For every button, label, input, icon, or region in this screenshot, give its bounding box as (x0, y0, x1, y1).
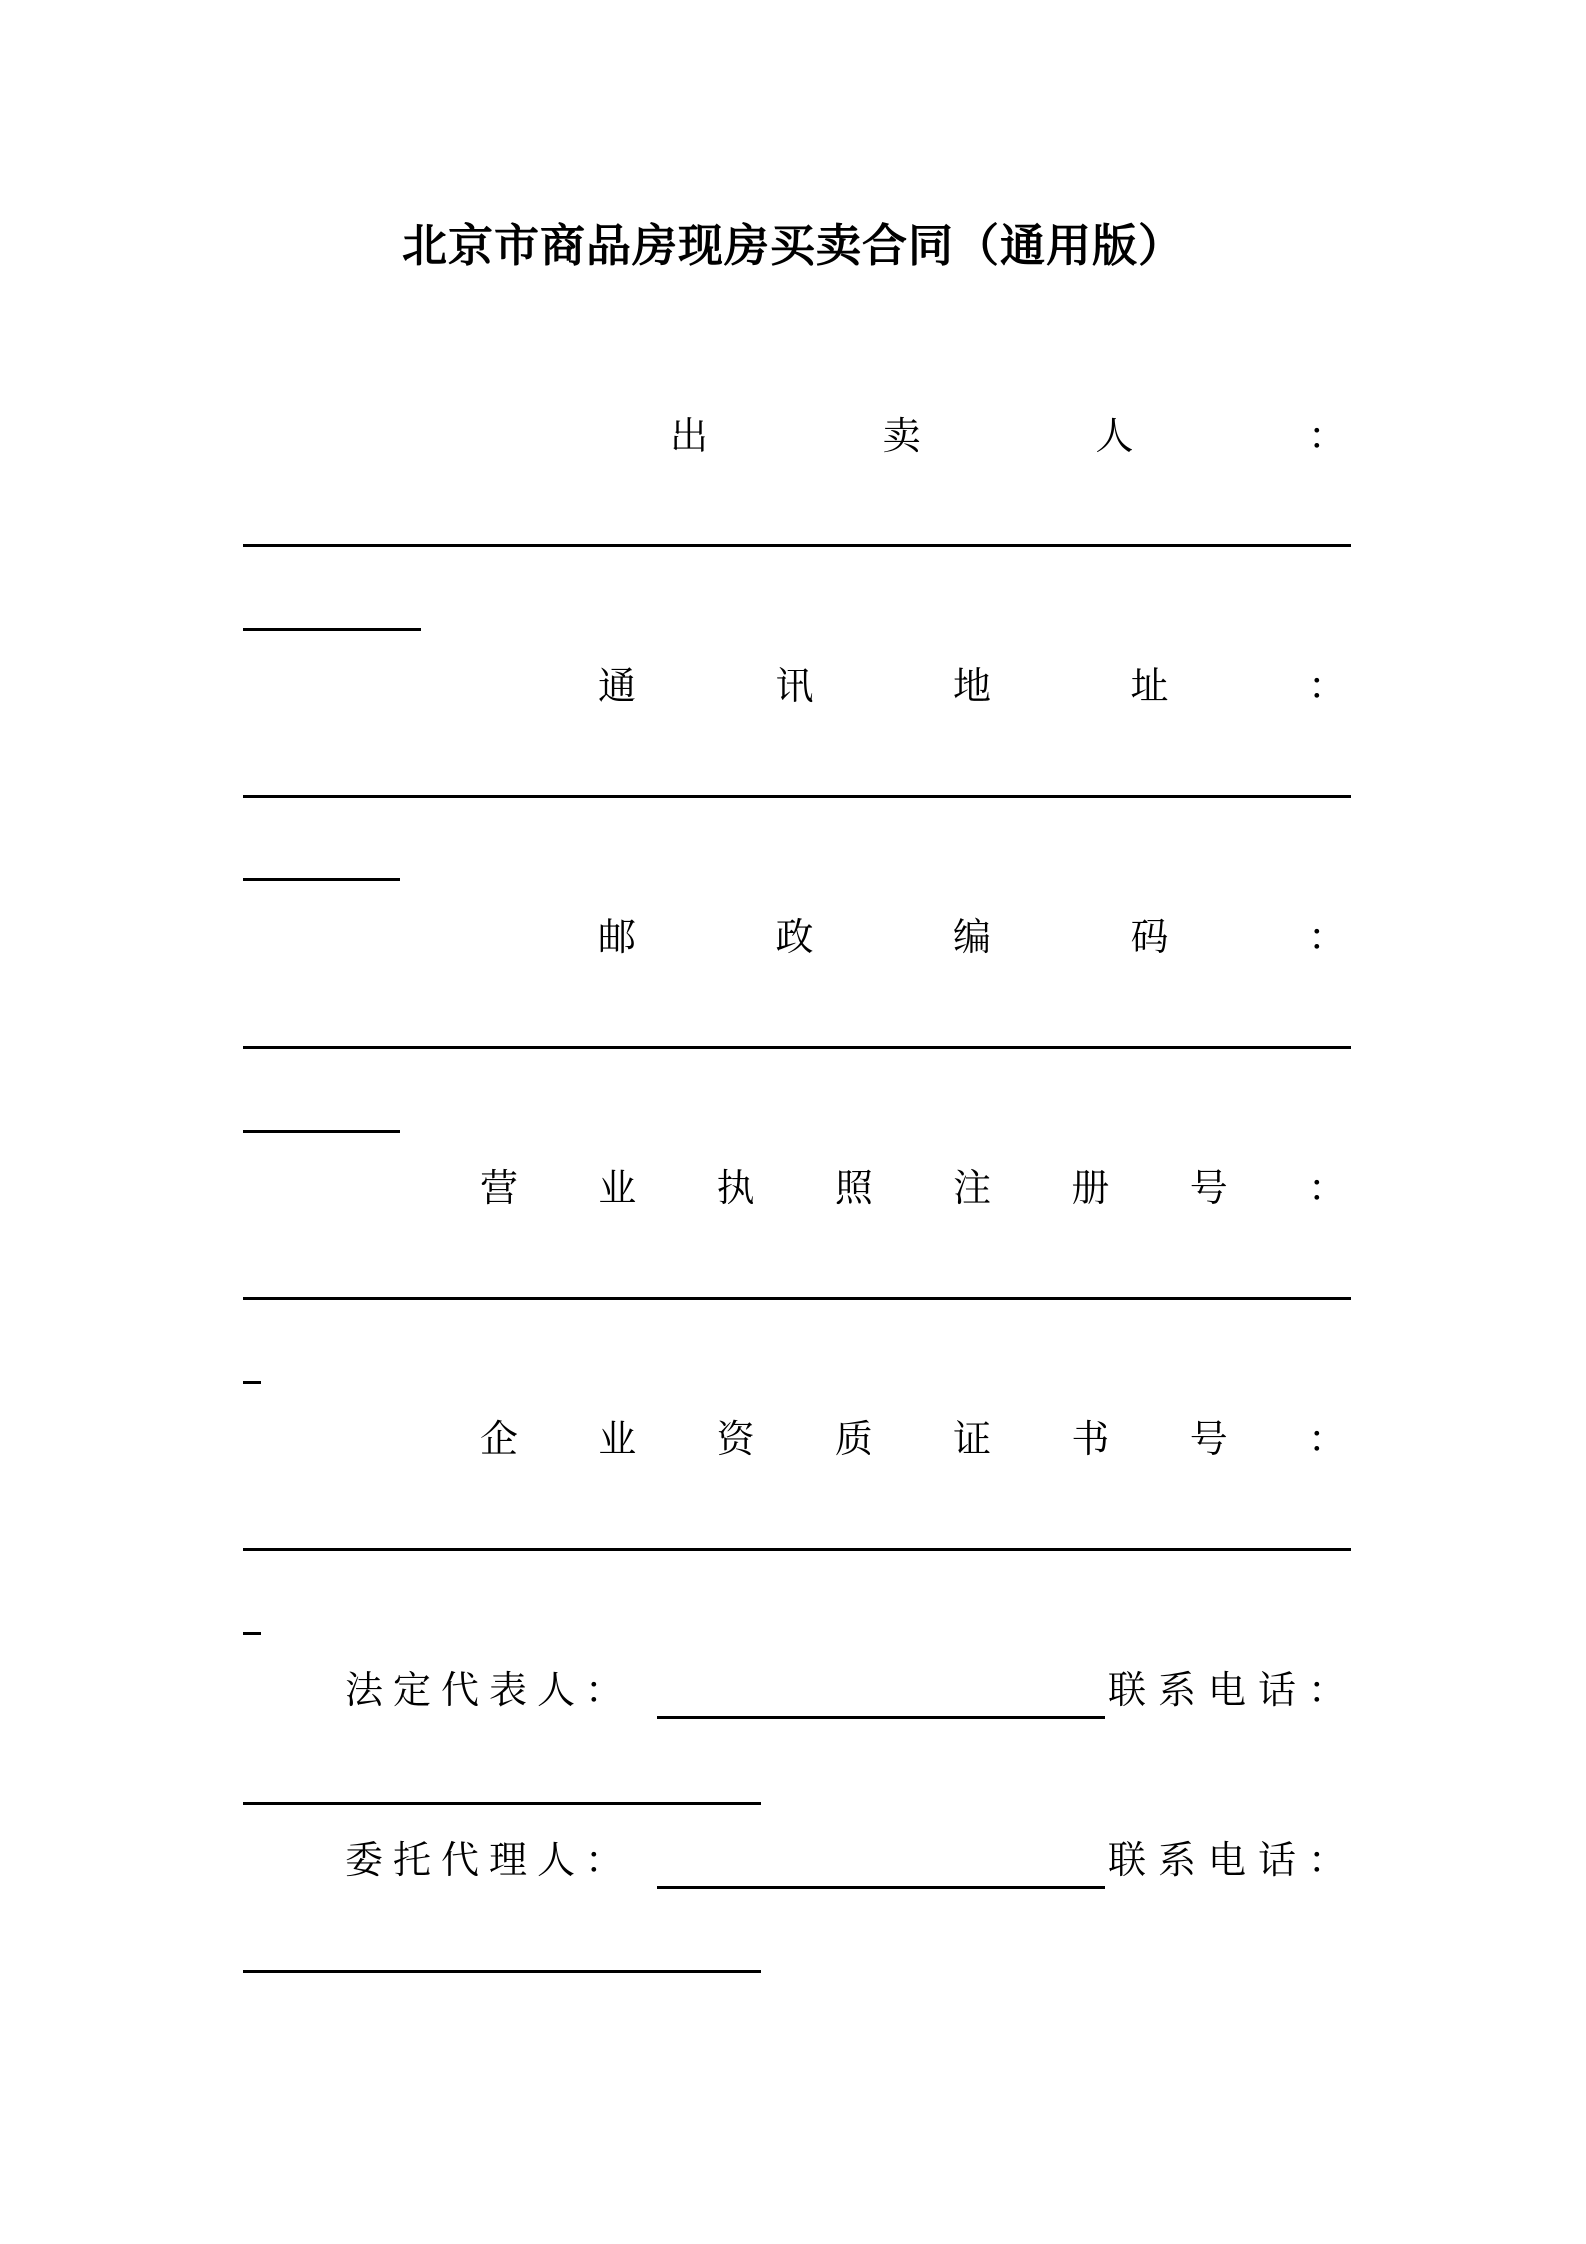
legal-rep-phone-fill-line[interactable] (243, 1802, 761, 1805)
qualification-label-char: 质 (834, 1417, 873, 1461)
seller-label (670, 410, 1346, 462)
license-label-char: 注 (953, 1166, 992, 1210)
seller-label-char: 人 (1095, 414, 1134, 458)
postcode-label-char: 邮 (598, 915, 637, 959)
postcode-label-char: 编 (952, 915, 991, 959)
qualification-label (480, 1413, 1346, 1465)
address-label-char: 地 (952, 664, 991, 708)
legal-rep-label: 法定代表人： (345, 1668, 634, 1712)
qualification-label-char: ： (1307, 1417, 1346, 1461)
address-fill-line-continued[interactable] (243, 878, 400, 881)
address-label-char: ： (1307, 664, 1346, 708)
postcode-fill-line[interactable] (243, 1046, 1351, 1049)
address-label-char: 通 (598, 664, 637, 708)
qualification-label-char: 企 (480, 1417, 519, 1461)
qualification-label-char: 号 (1189, 1417, 1228, 1461)
agent-fill-line[interactable] (657, 1886, 1105, 1889)
license-label-char: 号 (1189, 1166, 1228, 1210)
qualification-label-char: 业 (598, 1417, 637, 1461)
legal-rep-row (345, 1664, 1359, 1716)
license-label (480, 1162, 1346, 1214)
address-label (598, 660, 1346, 712)
agent-phone-label: 联系电话： (1108, 1838, 1359, 1882)
license-label-char: 照 (834, 1166, 873, 1210)
address-label-char: 址 (1130, 664, 1169, 708)
seller-label-char: ： (1307, 414, 1346, 458)
qualification-label-char: 书 (1071, 1417, 1110, 1461)
qualification-label-char: 资 (716, 1417, 755, 1461)
postcode-label-char: 码 (1130, 915, 1169, 959)
seller-fill-line[interactable] (243, 544, 1351, 547)
qualification-fill-line[interactable] (243, 1548, 1351, 1551)
postcode-fill-line-continued[interactable] (243, 1130, 400, 1133)
address-label-char: 讯 (775, 664, 814, 708)
qualification-label-char: 证 (953, 1417, 992, 1461)
seller-fill-line-continued[interactable] (243, 628, 421, 631)
seller-label-char: 出 (670, 414, 709, 458)
agent-row (345, 1834, 1359, 1886)
license-label-char: 业 (598, 1166, 637, 1210)
legal-rep-fill-line[interactable] (657, 1716, 1105, 1719)
license-label-char: 营 (480, 1166, 519, 1210)
legal-rep-phone-label: 联系电话： (1108, 1668, 1359, 1712)
agent-label: 委托代理人： (345, 1838, 634, 1882)
license-label-char: 册 (1071, 1166, 1110, 1210)
license-fill-line[interactable] (243, 1297, 1351, 1300)
postcode-label (598, 911, 1346, 963)
license-fill-line-continued[interactable] (243, 1381, 261, 1384)
agent-phone-fill-line[interactable] (243, 1970, 761, 1973)
license-label-char: 执 (716, 1166, 755, 1210)
seller-label-char: 卖 (882, 414, 921, 458)
license-label-char: ： (1307, 1166, 1346, 1210)
address-fill-line[interactable] (243, 795, 1351, 798)
postcode-label-char: 政 (775, 915, 814, 959)
qualification-fill-line-continued[interactable] (243, 1632, 261, 1635)
postcode-label-char: ： (1307, 915, 1346, 959)
document-title: 北京市商品房现房买卖合同（通用版） (401, 219, 1184, 272)
